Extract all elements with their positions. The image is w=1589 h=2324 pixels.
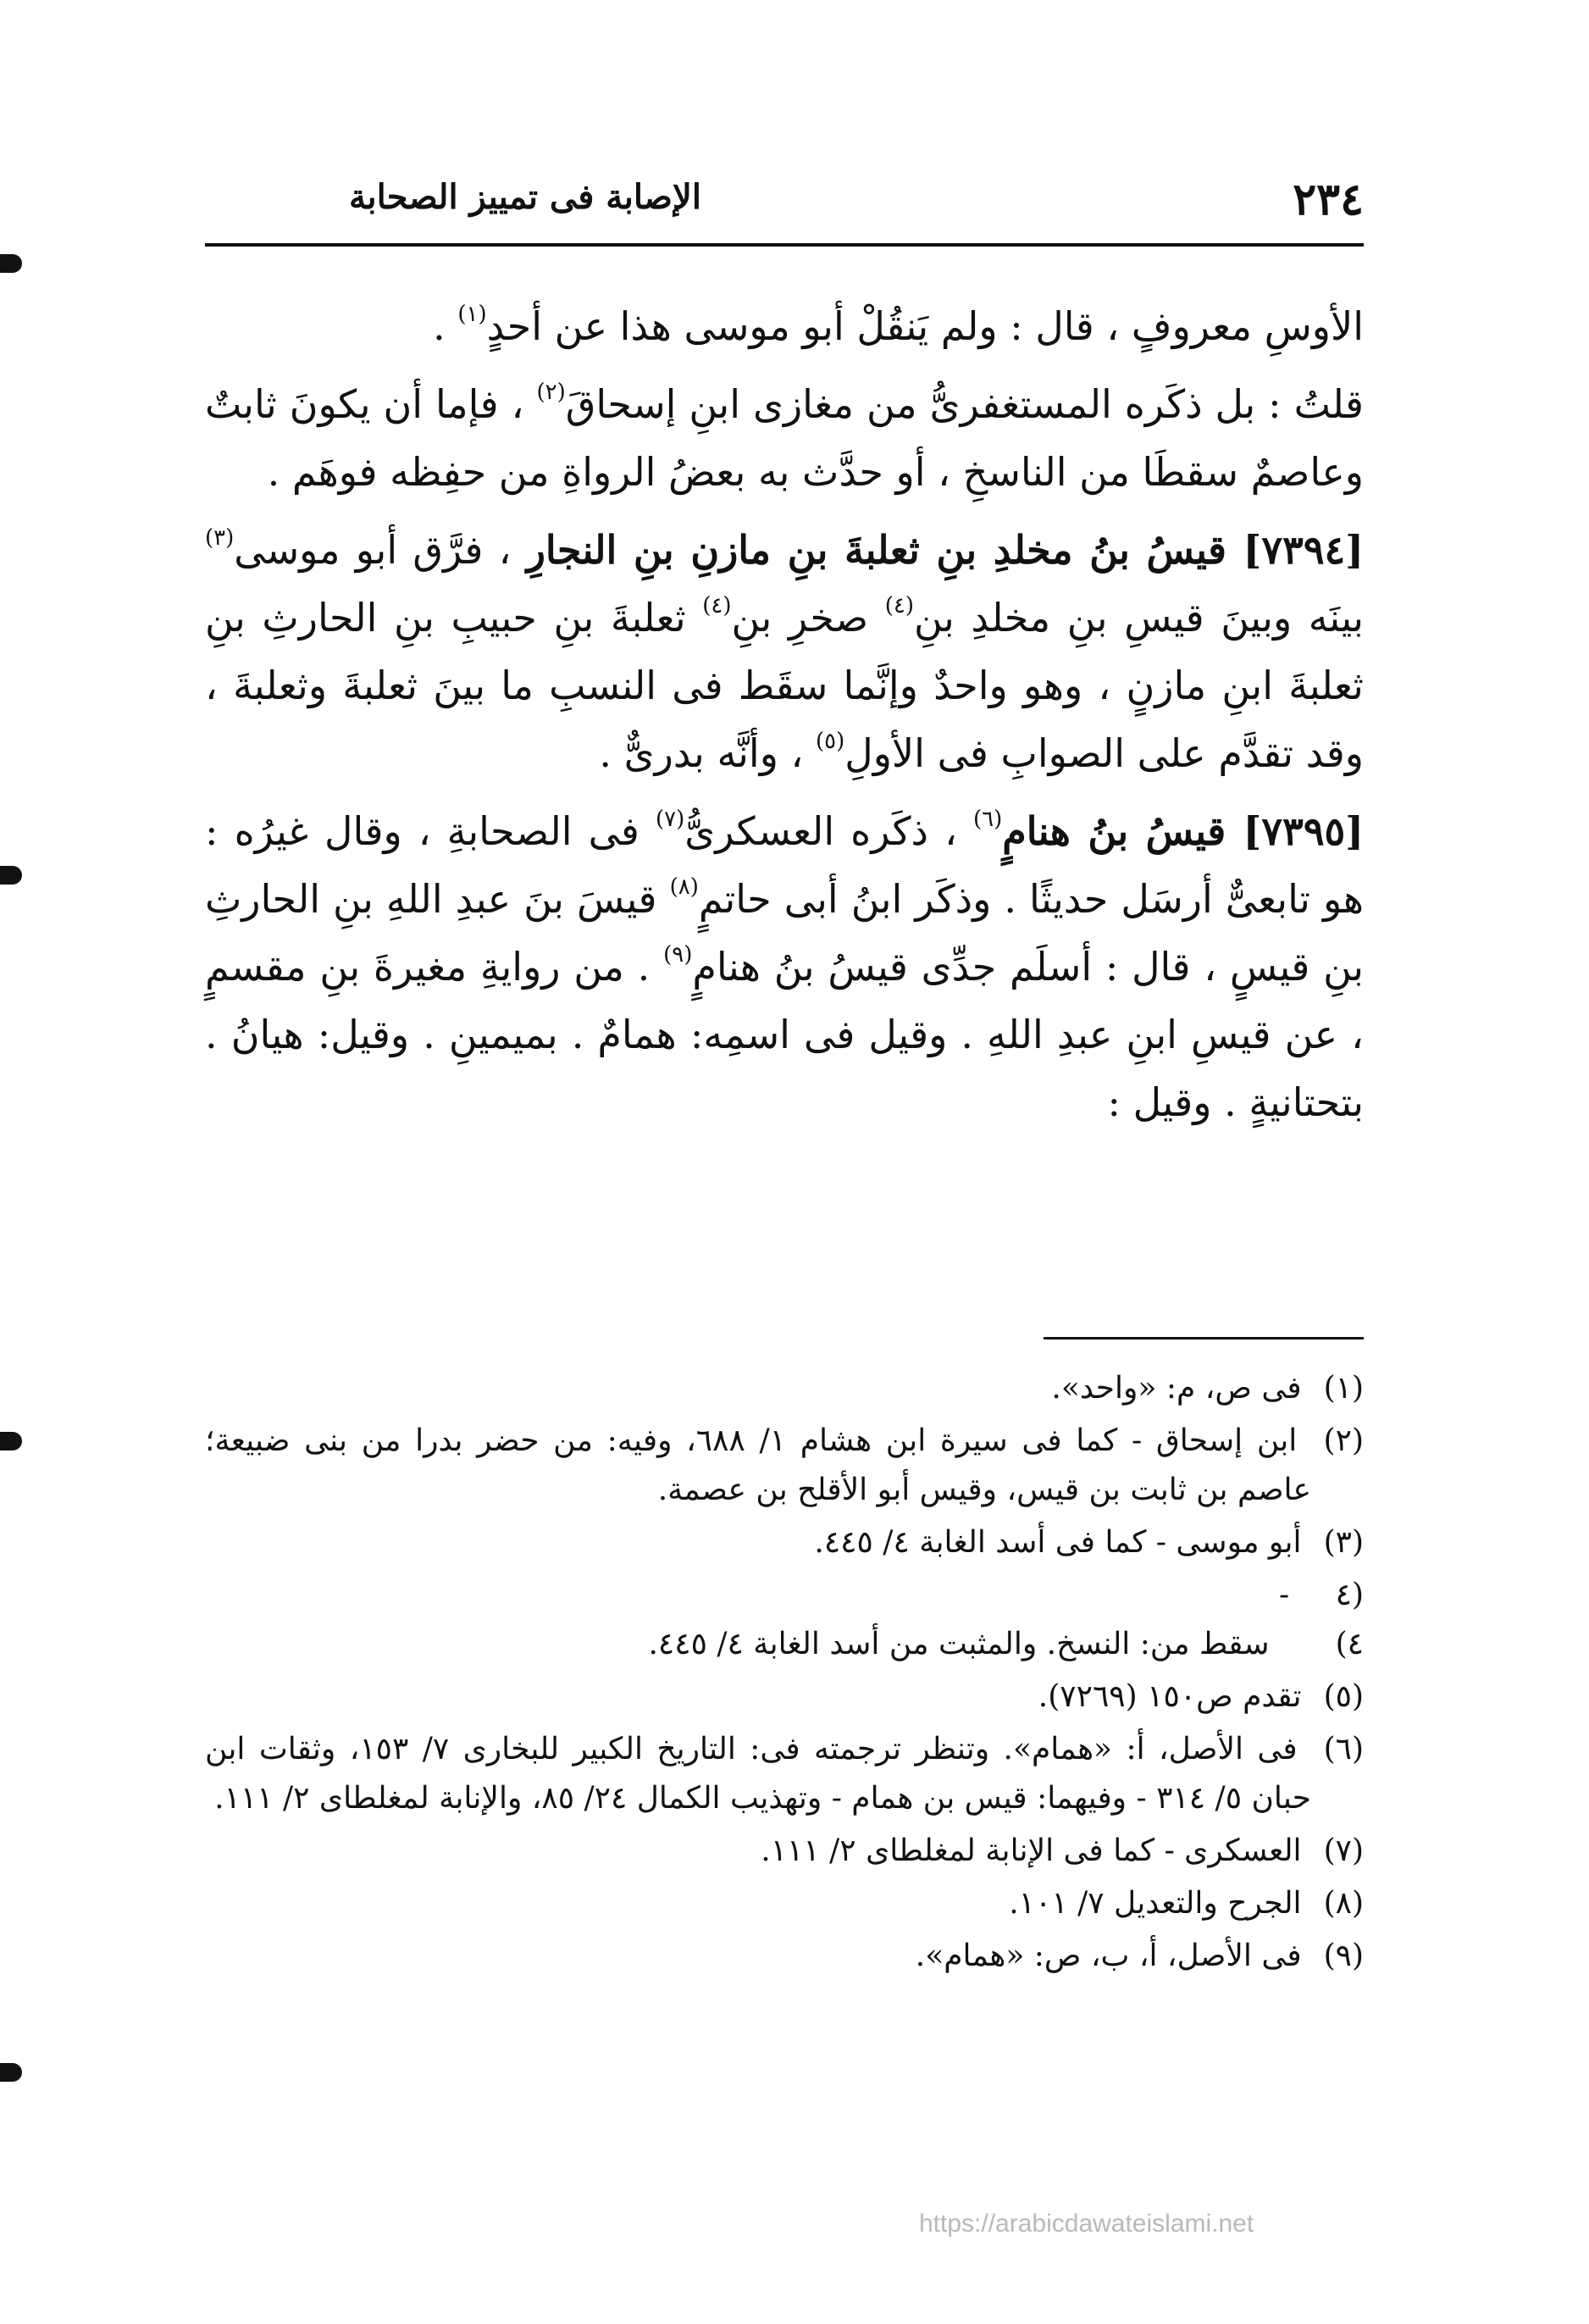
footnote-ref: (٣) (205, 525, 235, 551)
footnote-ref: (٦) (973, 807, 1003, 832)
watermark-url: https://arabicdawateislami.net (919, 2210, 1254, 2238)
footnote-ref: (١) (457, 302, 487, 327)
footnote: (٧) العسكرى - كما فى الإنابة لمغلطاى ٢/ ١١١. (205, 1827, 1364, 1876)
running-title: الإصابة فى تمييز الصحابة (349, 177, 701, 217)
footnotes (205, 1364, 1364, 1984)
footnote-ref: (٧) (656, 807, 685, 832)
scan-margin-mark (0, 866, 22, 885)
footnote: (١) فى ص، م: «واحد». (205, 1364, 1364, 1413)
footnote-number: (٤ - ٤) (1279, 1578, 1364, 1661)
page-header (205, 165, 1364, 241)
footnote: (٦) فى الأصل، أ: «همام». وتنظر ترجمته فى: التاريخ الكبير للبخارى ٧/ ١٥٣، وثقات ابن حبان ٥/ ٣١٤ - وفيهما: قيس بن همام - وتهذيب الكمال ٢٤/ ٨٥، والإنابة لمغلطاى ٢/ ١١١. (205, 1725, 1364, 1823)
footnote: (٣) أبو موسى - كما فى أسد الغابة ٤/ ٤٤٥. (205, 1518, 1364, 1567)
paragraph: قلتُ : بل ذكَره المستغفرىُّ من مغازى ابنِ إسحاقَ$^{(٢)}$ ، فإما أن يكونَ ثابتٌ وعاصمٌ سقطَا من الناسخِ ، أو حدَّث به بعضُ الرواةِ من حفِظه فوهَم . (205, 380, 1364, 495)
footnote-ref: (٢) (536, 380, 566, 405)
entry-7395: [٧٣٩٥] قيسُ بنُ هنامٍ$^{(٦)}$ ، ذكَره العسكرىُّ$^{(٧)}$ فى الصحابةِ ، وقال غيرُه : هو تابعىٌّ أرسَل حديثًا . وذكَر ابنُ أبى حاتمٍ$^{(٨)}$ قيسَ بنَ عبدِ اللهِ بنِ الحارثِ بنِ قيسٍ ، قال : أسلَم جدِّى قيسُ بنُ هنامٍ$^{(٩)}$ . من روايةِ مغيرةَ بنِ مقسمٍ ، عن قيسِ ابنِ عبدِ اللهِ . وقيل فى اسمِه: همامٌ . بميمينِ . وقيل: هيانُ . بتحتانيةٍ . وقيل : (205, 807, 1364, 1125)
entry-7394: [٧٣٩٤] قيسُ بنُ مخلدِ بنِ ثعلبةَ بنِ مازنِ بنِ النجارِ ، فرَّق أبو موسى$^{(٣)}$ بينَه وبينَ قيسِ بنِ مخلدِ بنِ$^{(٤)}$ صخرِ بنِ$^{(٤)}$ ثعلبةَ بنِ حبيبِ بنِ الحارثِ بنِ ثعلبةَ ابنِ مازنٍ ، وهو واحدٌ وإنَّما سقَط فى النسبِ ما بينَ ثعلبةَ وثعلبةَ ، وقد تقدَّم على الصوابِ فى الأولِ$^{(٥)}$ ، وأنَّه بدرىٌّ . (205, 525, 1365, 776)
footnote-ref: (٤) (884, 593, 914, 618)
footnote-rule (1044, 1337, 1364, 1339)
footnote-number: (٣) (1323, 1525, 1364, 1560)
scan-margin-mark (0, 254, 22, 273)
main-text (205, 292, 1364, 1146)
scan-margin-mark (0, 1432, 22, 1450)
footnote-number: (٨) (1323, 1886, 1364, 1921)
footnote: (٤ - ٤) سقط من: النسخ. والمثبت من أسد الغابة ٤/ ٤٤٥. (205, 1571, 1364, 1669)
footnote-number: (٥) (1323, 1679, 1364, 1714)
footnote-number: (٩) (1323, 1939, 1364, 1973)
footnote-number: (١) (1323, 1371, 1364, 1406)
paragraph: الأوسِ معروفٍ ، قال : ولم يَنقُلْ أبو موسى هذا عن أحدٍ$^{(١)}$ . (433, 302, 1364, 349)
footnote: (٨) الجرح والتعديل ٧/ ١٠١. (205, 1879, 1364, 1928)
scan-margin-mark (0, 2063, 22, 2082)
footnote-ref: (٨) (669, 874, 699, 900)
footnote: (٩) فى الأصل، أ، ب، ص: «همام». (205, 1932, 1364, 1981)
footnote: (٢) ابن إسحاق - كما فى سيرة ابن هشام ١/ ٦٨٨، وفيه: من حضر بدرا من بنى ضبيعة؛ عاصم بن ثابت بن قيس، وقيس أبو الأقلح بن عصمة. (205, 1417, 1364, 1515)
footnote-ref: (٥) (816, 729, 845, 754)
footnote: (٥) تقدم ص١٥٠ (٧٢٦٩). (205, 1672, 1364, 1722)
page-number: ٢٣٤ (1293, 174, 1364, 225)
footnote-ref: (٤) (702, 593, 732, 618)
entry-heading: [٧٣٩٤] قيسُ بنُ مخلدِ بنِ ثعلبةَ بنِ مازنِ بنِ النجارِ (526, 527, 1364, 573)
footnote-number: (٢) (1323, 1423, 1364, 1458)
header-rule (205, 243, 1364, 247)
footnote-number: (٧) (1323, 1833, 1364, 1868)
entry-heading: [٧٣٩٥] قيسُ بنُ هنامٍ (1002, 808, 1364, 854)
footnote-ref: (٩) (663, 942, 693, 968)
footnote-number: (٦) (1323, 1732, 1365, 1767)
